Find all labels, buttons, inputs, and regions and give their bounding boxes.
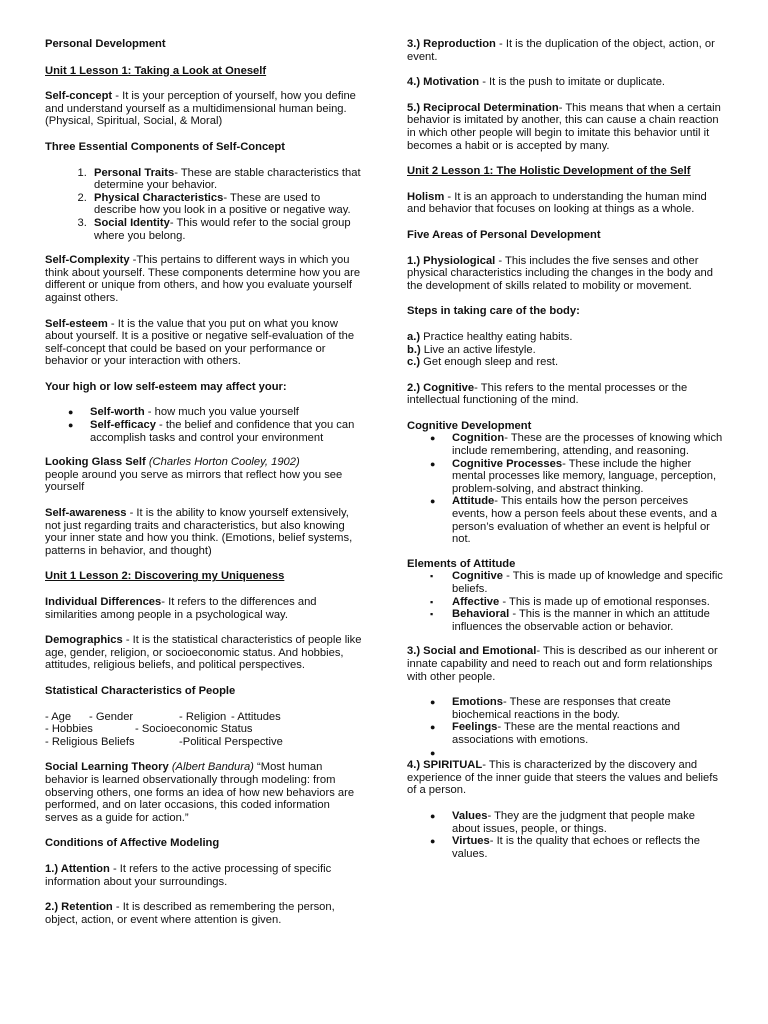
self-awareness-paragraph: Self-awareness - It is the ability to know yourself extensively, not just regarding traits and characteristics, but also knowing your inner state and how you think. (Emotions, belief systems, patterns in behavior, and thought) <box>45 507 353 557</box>
affect-list <box>45 406 363 444</box>
three-components-heading: Three Essential Components of Self-Concept <box>45 140 285 153</box>
list-item: ● Self-worth - how much you value yourself <box>90 406 363 419</box>
stat-item: - Religion <box>179 710 227 723</box>
holism-paragraph: Holism - It is an approach to understanding the human mind and behavior that focuses on looking at things as a whole. <box>407 190 707 216</box>
attention-paragraph: 1.) Attention - It refers to the active processing of specific information about your surroundings. <box>45 862 332 888</box>
reciprocal-determination-paragraph: 5.) Reciprocal Determination- This means that when a certain behavior is imitated by another, this can cause a chain reaction in which other people will begin to imitate this behavior until it becomes a habit or is accepted by many. <box>407 101 721 152</box>
stat-item: - Age <box>45 710 72 723</box>
list-item: ● Attitude- This entails how the person perceives events, how a person feels about these events, and a person’s evaluation of whether an event is helpful or not. <box>452 495 725 545</box>
list-item: 1. Personal Traits- These are stable characteristics that determine your behavior. <box>90 167 363 192</box>
document-title: Personal Development <box>45 38 166 50</box>
individual-differences-paragraph: Individual Differences- It refers to the differences and similarities among people in a psychological way. <box>45 596 317 621</box>
stat-item: - Attitudes <box>231 710 281 723</box>
motivation-paragraph: 4.) Motivation - It is the push to imitate or duplicate. <box>407 76 666 89</box>
steps-list: a.) Practice healthy eating habits. b.) Live an active lifestyle. c.) Get enough sleep and rest. <box>407 330 573 369</box>
list-item: ▪ Behavioral - This is the manner in which an attitude influences the observable action or behavior. <box>452 608 725 633</box>
cognitive-paragraph: 2.) Cognitive- This refers to the mental processes or the intellectual functioning of the mind. <box>407 381 688 407</box>
list-item: ● Cognition- These are the processes of knowing which include remembering, attending, and reasoning. <box>452 432 725 457</box>
stat-item: - Gender <box>89 710 134 723</box>
cognitive-development-list <box>407 432 725 545</box>
components-list <box>45 167 363 243</box>
list-item: ▪ Cognitive - This is made up of knowledge and specific beliefs. <box>452 570 725 595</box>
list-item: ● Emotions- These are responses that create biochemical reactions in the body. <box>452 696 725 721</box>
unit1-lesson2-heading: Unit 1 Lesson 2: Discovering my Uniqueness <box>45 570 285 583</box>
list-item: ▪ Affective - This is made up of emotional responses. <box>452 596 725 609</box>
list-item: ● Cognitive Processes- These include the higher mental processes like memory, language, perception, problem-solving, and abstract thinking. <box>452 458 725 496</box>
values-list <box>407 810 725 860</box>
steps-body-heading: Steps in taking care of the body: <box>407 305 580 318</box>
right-column <box>407 38 725 872</box>
spiritual-paragraph: 4.) SPIRITUAL- This is characterized by the discovery and experience of the inner guide that steers the values and beliefs of a person. <box>407 759 718 797</box>
elements-attitude-heading: Elements of Attitude <box>407 557 516 570</box>
list-item: ● Self-efficacy - the belief and confidence that you can accomplish tasks and control your environment <box>90 419 363 444</box>
demographics-paragraph: Demographics - It is the statistical characteristics of people like age, gender, religion, or socioeconomic status. And hobbies, attitudes, religious beliefs, and political perspectives. <box>45 634 362 672</box>
list-item: ● Virtues- It is the quality that echoes or reflects the values. <box>452 835 725 860</box>
social-emotional-paragraph: 3.) Social and Emotional- This is described as our inherent or innate capability and need to reach out and form relationships with other people. <box>407 645 718 683</box>
statistical-characteristics-grid <box>45 711 363 749</box>
list-item: 3. Social Identity- This would refer to the social group where you belong. <box>90 217 363 242</box>
physiological-paragraph: 1.) Physiological - This includes the five senses and other physical characteristics including the changes in the body and the development of skills related to mobility or movement. <box>407 254 713 292</box>
stat-item: - Hobbies <box>45 723 93 736</box>
self-esteem-affect-heading: Your high or low self-esteem may affect your: <box>45 380 287 393</box>
unit1-lesson1-heading: Unit 1 Lesson 1: Taking a Look at Oneself <box>45 64 267 77</box>
emotions-list <box>407 696 725 759</box>
list-item <box>452 747 725 760</box>
self-complexity-paragraph: Self-Complexity -This pertains to different ways in which you think about yourself. These components determine how you are different or unique from others, and how you evaluate yourself against others. <box>45 254 361 304</box>
left-column <box>45 38 363 939</box>
self-esteem-paragraph: Self-esteem - It is the value that you put on what you know about yourself. It is a positive or negative self-evaluation of the self-concept that could be based on your performance or behavior or your interaction with others. <box>45 317 355 368</box>
affective-modeling-heading: Conditions of Affective Modeling <box>45 837 220 850</box>
stat-item: - Socioeconomic Status <box>135 723 253 736</box>
social-learning-theory-paragraph: Social Learning Theory (Albert Bandura) “Most human behavior is learned observationally through modeling: from observing others, one forms an idea of how new behaviors are performed, and on later occasions, this coded information serves as a guide for action.” <box>45 761 355 824</box>
statistical-characteristics-heading: Statistical Characteristics of People <box>45 684 236 697</box>
looking-glass-paragraph: Looking Glass Self (Charles Horton Cooley, 1902) people around you serve as mirrors that reflect how you see yourself <box>45 456 343 494</box>
stat-item: -Political Perspective <box>179 735 283 748</box>
list-item: 2. Physical Characteristics- These are used to describe how you look in a positive or negative way. <box>90 192 363 217</box>
unit2-lesson1-heading: Unit 2 Lesson 1: The Holistic Development of the Self <box>407 165 691 178</box>
reproduction-paragraph: 3.) Reproduction - It is the duplication of the object, action, or event. <box>407 38 715 63</box>
stat-item: - Religious Beliefs <box>45 735 135 748</box>
list-item: ● Values- They are the judgment that people make about issues, people, or things. <box>452 810 725 835</box>
self-concept-paragraph: Self-concept - It is your perception of yourself, how you define and understand yourself as a multidimensional human being. (Physical, Spiritual, Social, & Moral) <box>45 90 356 128</box>
five-areas-heading: Five Areas of Personal Development <box>407 228 601 241</box>
list-item: ● Feelings- These are the mental reactions and associations with emotions. <box>452 721 725 746</box>
elements-attitude-list <box>407 570 725 633</box>
cognitive-development-heading: Cognitive Development <box>407 419 532 432</box>
retention-paragraph: 2.) Retention - It is described as remembering the person, object, action, or event where attention is given. <box>45 901 335 926</box>
